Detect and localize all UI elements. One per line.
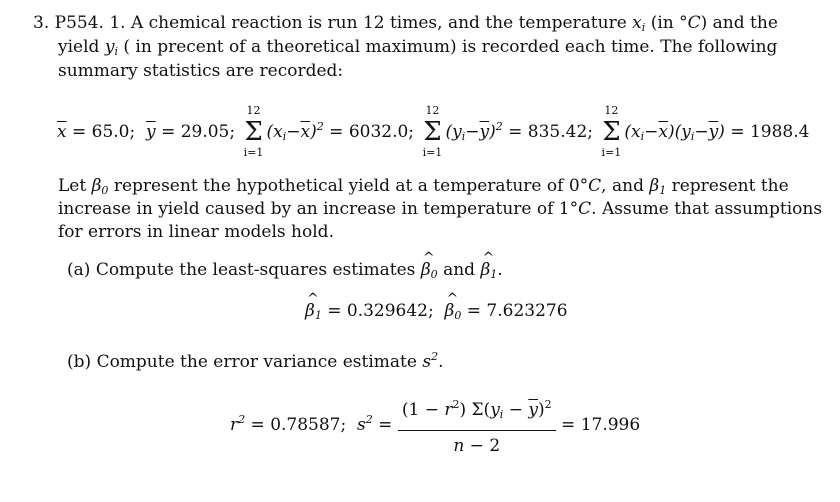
problem-part-number: 1. (109, 13, 126, 33)
part-b-label: (b) (67, 352, 92, 372)
variance-formula-fraction (398, 392, 556, 459)
beta0-hat-value: = 7.623276 (466, 301, 568, 321)
part-b-answer: $r^2 = 0.78587$; $s^2$ = $\frac{(1 - r^2) \Sigma(y_i - \overline{y})^2}{n - 2}$ = 17.996 (230, 392, 640, 459)
summary-statistics (57, 104, 810, 159)
sxy-value: = 1988.4 (730, 122, 810, 142)
part-a-question: (a) Compute the least-squares estimates ^ $\beta_0$ and ^ $\beta_1$. (67, 259, 503, 286)
intro-line-1 (33, 12, 778, 39)
sum-symbol-3: 12 Σ i=1 (601, 104, 622, 159)
definition-line-2: increase in yield caused by an increase in temperature of 1°C. Assume that assumptions (58, 199, 823, 219)
part-b-prompt: Compute the error variance estimate (96, 352, 417, 372)
unit-c: C (687, 13, 701, 33)
intro-text-e: summary statistics are recorded: (58, 61, 344, 81)
part-a-and: and (443, 260, 476, 280)
definition-text-b: represent the hypothetical yield at a temperature of 0° (113, 176, 589, 196)
intro-text-b: (in ° (650, 13, 688, 33)
definition-line-3 (58, 221, 334, 243)
definition-text-g: for errors in linear models hold. (58, 222, 334, 242)
beta0-hat-symbol: ^ $\beta_0$ (421, 259, 438, 286)
problem-number: 3. (33, 13, 50, 33)
variance-formula-numerator: $(1 - r^2)$ $\Sigma(y_i - \overline{y})^2$ (398, 392, 556, 431)
variance-formula-denominator: n − 2 (453, 436, 501, 456)
sum-symbol-1: 12 Σ i=1 (243, 104, 264, 159)
variance-result: = 17.996 (561, 415, 641, 435)
beta1-hat-symbol: ^ $\beta_1$ (480, 259, 497, 286)
intro-text-d: ( in precent of a theoretical maximum) is recorded each time. The following (123, 37, 778, 57)
part-a-answer (305, 300, 568, 327)
s-squared-symbol: $s^2$ (422, 350, 439, 372)
var-xi: $x_i$ (632, 13, 646, 34)
xbar-symbol: $\overline{x}$ (57, 122, 67, 142)
part-b-question: (b) Compute the error variance estimate $s^2$. (67, 350, 444, 372)
sum-symbol-2: 12 Σ i=1 (422, 104, 443, 159)
beta1-symbol: $\beta_1$ (649, 176, 667, 197)
beta0-symbol: $\beta_0$ (91, 176, 109, 197)
definition-text-f: . Assume that assumptions (591, 199, 823, 219)
sxx-term: $(x_i-\overline{x})^2$ (266, 120, 324, 143)
ybar-value: = 29.05; (161, 122, 236, 142)
definition-line-1: Let $\beta_0$ represent the hypothetical yield at a temperature of 0°C, and $\beta_1$ represent the (58, 176, 789, 197)
part-a-label: (a) (67, 260, 91, 280)
var-yi: $y_i$ (104, 37, 118, 58)
intro-line-2 (58, 36, 777, 63)
intro-line-3 (58, 60, 343, 82)
definition-text-c: , and (601, 176, 644, 196)
beta1-hat-answer-symbol: ^ $\beta_1$ (305, 300, 322, 327)
intro-yield-word: yield (58, 37, 100, 57)
problem-code: P554. (54, 13, 104, 33)
intro-text-c: ) and the (700, 13, 778, 33)
xbar-value: = 65.0; (72, 122, 136, 142)
sxx-value: = 6032.0; (329, 122, 415, 142)
syy-value: = 835.42; (508, 122, 593, 142)
r-squared-value: = 0.78587; (250, 415, 347, 435)
definition-text-a: Let (58, 176, 87, 196)
ybar-symbol: $\overline{y}$ (146, 122, 156, 142)
sxy-term: $(x_i-\overline{x})(y_i-\overline{y})$ (624, 122, 725, 143)
beta0-hat-answer-symbol: ^ $\beta_0$ (445, 300, 462, 327)
intro-text-a: A chemical reaction is run 12 times, and the temperature (130, 13, 627, 33)
beta1-hat-value: = 0.329642; (327, 301, 434, 321)
part-a-prompt: Compute the least-squares estimates (95, 260, 416, 280)
syy-term: $(y_i-\overline{y})^2$ (445, 120, 503, 143)
definition-text-d: represent the (671, 176, 789, 196)
definition-text-e: increase in yield caused by an increase in temperature of 1° (58, 199, 579, 219)
r-squared-symbol: $r^2$ (230, 413, 246, 435)
